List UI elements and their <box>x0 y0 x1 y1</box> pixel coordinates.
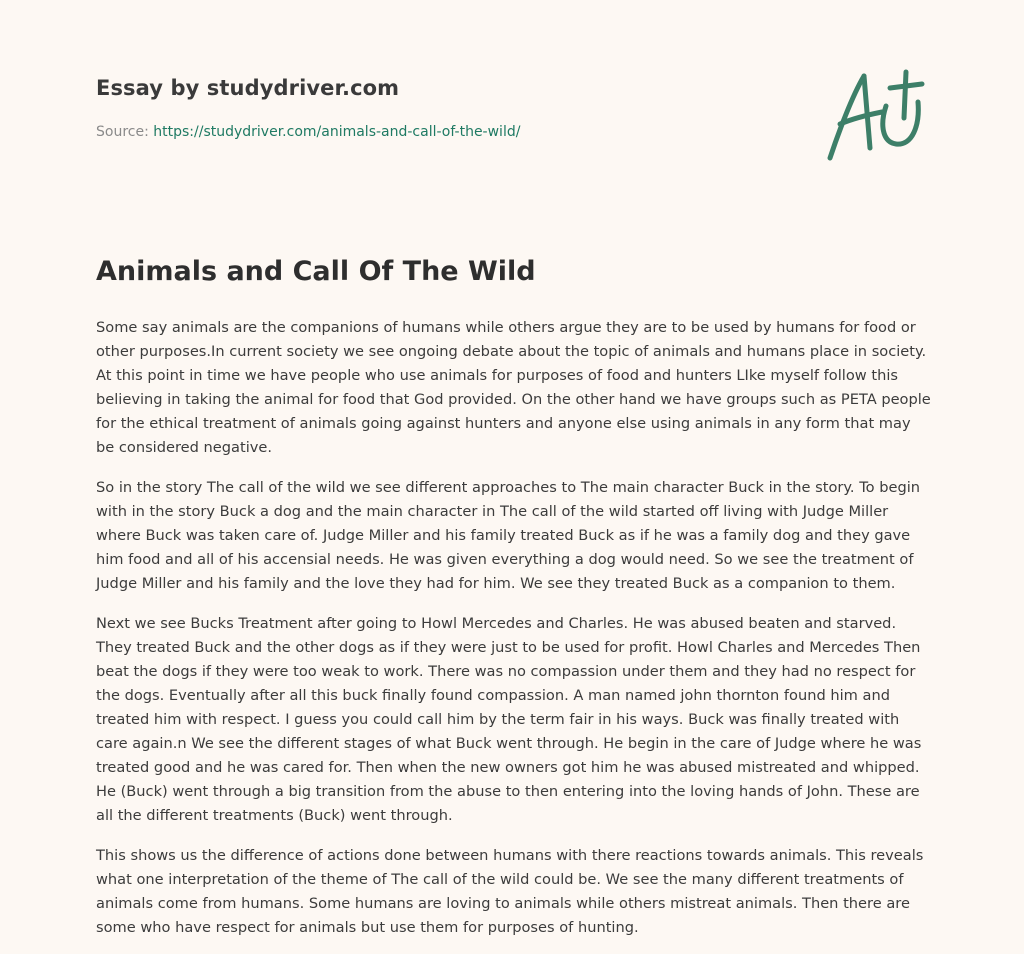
source-label: Source: <box>96 124 149 140</box>
essay-paragraph: So in the story The call of the wild we see different approaches to The main character Buck in the story. To begin with in the story Buck a dog and the main character in The call of the wild started off living with Judge Miller where Buck was taken care of. Judge Miller and his family treated Buck as if he was a family dog and they gave him food and all of his accensial needs. He was given everything a dog would need. So we see the treatment of Judge Miller and his family and the love they had for him. We see they treated Buck as a companion to them. <box>96 479 921 592</box>
site-brand: Essay by studydriver.com <box>96 76 400 100</box>
essay-title: Animals and Call Of The Wild <box>96 256 536 287</box>
a-plus-grade-icon <box>820 66 930 166</box>
essay-paragraph: This shows us the difference of actions done between humans with there reactions towards animals. This reveals what one interpretation of the theme of The call of the wild could be. We see the many different treatments of animals come from humans. Some humans are loving to animals while others mistreat animals. Then there are some who have respect for animals but use them for purposes of hunting. <box>96 847 924 936</box>
source-link[interactable]: https://studydriver.com/animals-and-call-of-the-wild/ <box>153 124 521 140</box>
source-line <box>96 124 520 140</box>
essay-paragraph: Next we see Bucks Treatment after going to Howl Mercedes and Charles. He was abused beaten and starved. They treated Buck and the other dogs as if they were just to be used for profit. Howl Charles and Mercedes Then beat the dogs if they were too weak to work. There was no compassion under them and they had no respect for the dogs. Eventually after all this buck finally found compassion. A man named john thornton found him and treated him with respect. I guess you could call him by the term fair in his ways. Buck was finally treated with care again.n We see the different stages of what Buck went through. He begin in the care of Judge where he was treated good and he was cared for. Then when the new owners got him he was abused mistreated and whipped. He (Buck) went through a big transition from the abuse to then entering into the loving hands of John. These are all the different treatments (Buck) went through. <box>96 615 922 824</box>
essay-body <box>96 316 932 954</box>
essay-paragraph: Some say animals are the companions of humans while others argue they are to be used by humans for food or other purposes.In current society we see ongoing debate about the topic of animals and humans place in society. At this point in time we have people who use animals for purposes of food and hunters LIke myself follow this believing in taking the animal for food that God provided. On the other hand we have groups such as PETA people for the ethical treatment of animals going against hunters and anyone else using animals in any form that may be considered negative. <box>96 319 931 456</box>
